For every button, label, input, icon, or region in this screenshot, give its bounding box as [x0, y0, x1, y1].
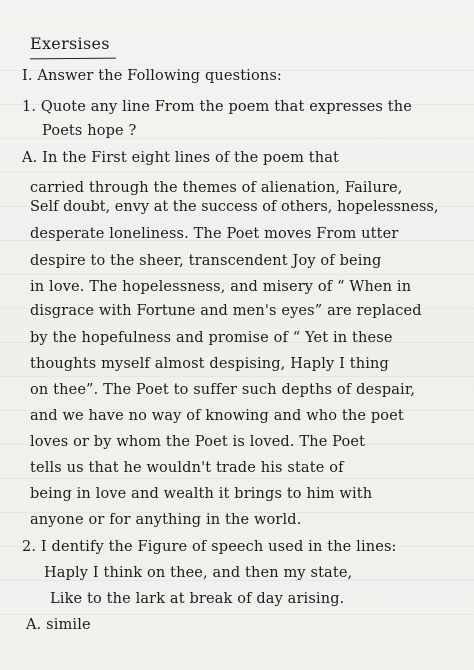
heading-underline	[30, 58, 116, 60]
page-rule	[0, 172, 474, 173]
page-rule	[0, 614, 474, 615]
answer-1-line: carried through the themes of alienation, Failure,	[30, 180, 403, 196]
answer-1-line: thoughts myself almost despising, Haply I thing	[30, 356, 389, 372]
answer-1-line: loves or by whom the Poet is loved. The Poet	[30, 434, 366, 450]
answer-1-line: being in love and wealth it brings to him with	[30, 486, 373, 502]
answer-1-line: on thee”. The Poet to suffer such depths of despair,	[30, 382, 416, 398]
exercises-heading: Exersises	[30, 34, 110, 53]
answer-1-line: desperate loneliness. The Poet moves From utter	[30, 226, 399, 242]
page-rule	[0, 376, 474, 377]
page-rule	[0, 478, 474, 479]
question-2-line: 2. I dentify the Figure of speech used in the lines:	[22, 539, 397, 555]
answer-1-line: and we have no way of knowing and who the poet	[30, 408, 404, 424]
answer-1-line: disgrace with Fortune and men's eyes” are replaced	[30, 303, 422, 319]
quoted-verse-line: Like to the lark at break of day arising.	[50, 591, 345, 607]
answer-1-line: Self doubt, envy at the success of others, hopelessness,	[30, 199, 439, 215]
answer-2: A. simile	[26, 617, 91, 633]
answer-1-line: by the hopefulness and promise of “ Yet in these	[30, 330, 393, 346]
answer-1-line: tells us that he wouldn't trade his state of	[30, 460, 344, 476]
question-1-line: Poets hope ?	[42, 123, 137, 139]
question-1-line: 1. Quote any line From the poem that expresses the	[22, 99, 412, 115]
answer-1-line: in love. The hopelessness, and misery of “ When in	[30, 279, 412, 295]
quoted-verse-line: Haply I think on thee, and then my state,	[44, 565, 353, 581]
answer-1-line: anyone or for anything in the world.	[30, 512, 302, 528]
page-rule	[0, 274, 474, 275]
answer-1-line: A. In the First eight lines of the poem that	[22, 150, 339, 166]
section-title: I. Answer the Following questions:	[22, 68, 282, 84]
answer-1-line: despire to the sheer, transcendent Joy of being	[30, 253, 382, 269]
